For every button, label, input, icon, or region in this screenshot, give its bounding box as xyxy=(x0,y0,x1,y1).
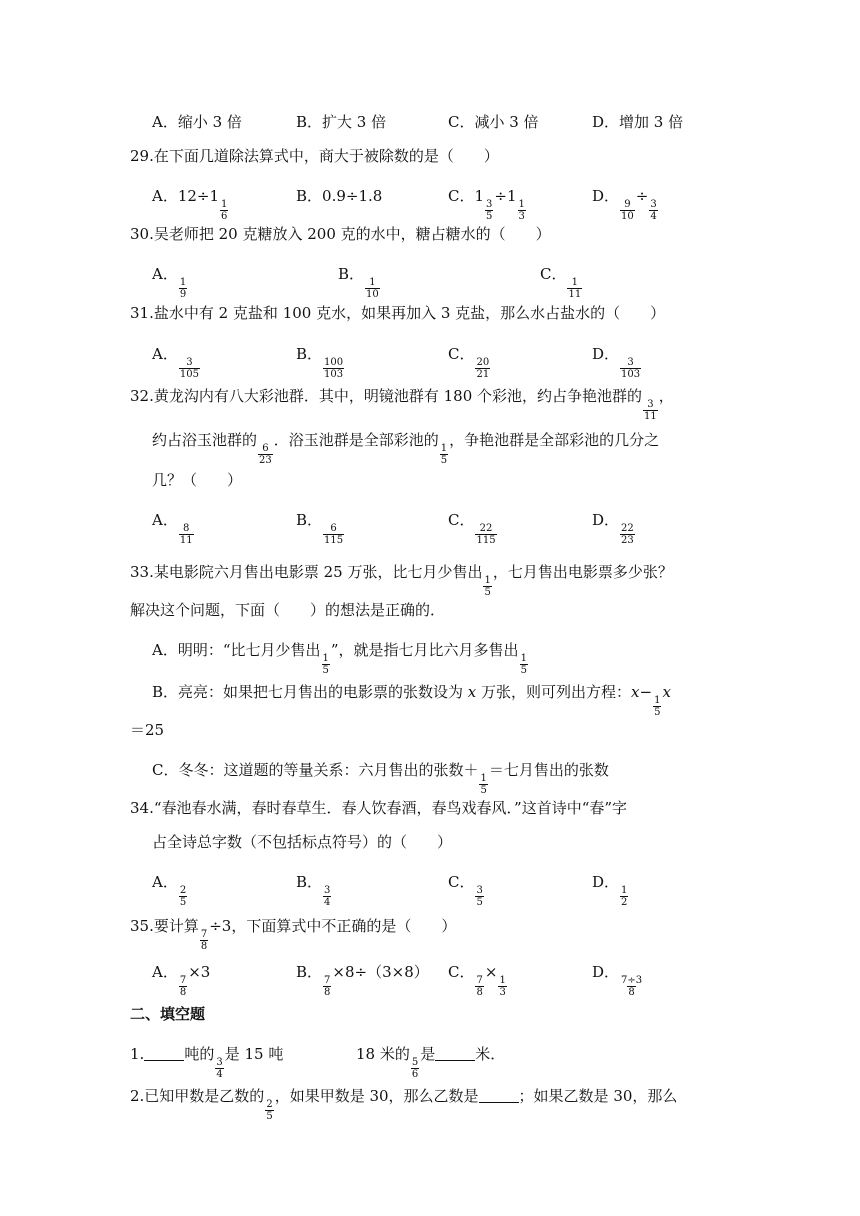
q35-option-b: B． $\frac{7}{8}$ ×8÷（3×8） xyxy=(296,963,429,998)
q30-option-c: C． $\frac{1}{11}$ xyxy=(540,265,582,300)
q35-option-a: A． $\frac{7}{8}$ ×3 xyxy=(152,963,211,998)
q32-stem-line2: 约占浴玉池群的 $\frac{6}{23}$ ．浴玉池群是全部彩池的 $\frac{1}{5}$ ，争艳池群是全部彩池的几分之 xyxy=(152,431,660,466)
q28-option-a: A．缩小 3 倍 xyxy=(152,113,242,131)
q34-stem-line1: 34.“春池春水满，春时春草生．春人饮春酒，春鸟戏春风．”这首诗中“春”字 xyxy=(130,799,628,817)
q31-option-c: C． $\frac{20}{21}$ xyxy=(448,345,490,380)
q31-option-b: B． $\frac{100}{103}$ xyxy=(296,345,344,380)
q30-option-a: A． $\frac{1}{9}$ xyxy=(152,265,187,300)
section-title-fill-in: 二、填空题 xyxy=(130,1005,206,1023)
q31-option-d: D． $\frac{3}{103}$ xyxy=(592,345,641,380)
q31-option-a: A． $\frac{3}{105}$ xyxy=(152,345,199,380)
q33-option-b-line1: B．亮亮：如果把七月售出的电影票的张数设为 x 万张，则可列出方程：x− $\frac{1}{5}$ x xyxy=(152,683,671,718)
q35-option-c: C． $\frac{7}{8}$ × $\frac{1}{3}$ xyxy=(448,963,506,998)
q29-option-d: D． $\frac{9}{10}$ ÷ $\frac{3}{4}$ xyxy=(592,187,657,222)
fill-question-2: 2.已知甲数是乙数的 $\frac{2}{5}$ ，如果甲数是 30，那么乙数是 ；如果乙数是 30，那么 xyxy=(130,1087,678,1122)
q29-option-a: A．12÷1 $\frac{1}{6}$ xyxy=(152,187,228,222)
q29-stem: 29.在下面几道除法算式中，商大于被除数的是（ ） xyxy=(130,147,499,165)
q30-option-b: B． $\frac{1}{10}$ xyxy=(338,265,379,300)
q31-stem: 31.盐水中有 2 克盐和 100 克水，如果再加入 3 克盐，那么水占盐水的（ ） xyxy=(130,304,666,322)
q32-option-d: D． $\frac{22}{23}$ xyxy=(592,511,634,546)
q32-option-b: B． $\frac{6}{115}$ xyxy=(296,511,344,546)
q35-option-d: D． $\frac{7\div 3}{8}$ xyxy=(592,963,643,998)
q34-option-a: A． $\frac{2}{5}$ xyxy=(152,873,187,908)
q33-stem-line1: 33.某电影院六月售出电影票 25 万张，比七月少售出 $\frac{1}{5}$ ，七月售出电影票多少张？ xyxy=(130,563,673,598)
answer-blank[interactable] xyxy=(479,1086,519,1103)
q34-option-b: B． $\frac{3}{4}$ xyxy=(296,873,331,908)
fill-question-1-part2: 18 米的 $\frac{5}{6}$ 是 米． xyxy=(356,1045,506,1080)
q33-option-c: C．冬冬：这道题的等量关系：六月售出的张数＋ $\frac{1}{5}$ ＝七月售出的张数 xyxy=(152,761,609,796)
q28-option-d: D．增加 3 倍 xyxy=(592,113,684,131)
q29-option-c: C．1 $\frac{3}{5}$ ÷1 $\frac{1}{3}$ xyxy=(448,187,525,222)
q28-option-b: B．扩大 3 倍 xyxy=(296,113,387,131)
q33-option-b-line2: ＝25 xyxy=(130,721,165,739)
q32-option-c: C． $\frac{22}{115}$ xyxy=(448,511,496,546)
q28-option-c: C．减小 3 倍 xyxy=(448,113,539,131)
q33-stem-line2: 解决这个问题，下面（ ）的想法是正确的． xyxy=(130,601,446,619)
q34-option-c: C． $\frac{3}{5}$ xyxy=(448,873,483,908)
q34-stem-line2: 占全诗总字数（不包括标点符号）的（ ） xyxy=(152,833,453,851)
q32-stem-line3: 几？（ ） xyxy=(152,471,243,489)
q35-stem: 35.要计算 $\frac{7}{8}$ ÷3，下面算式中不正确的是（ ） xyxy=(130,917,457,952)
q29-option-b: B．0.9÷1.8 xyxy=(296,187,383,205)
q34-option-d: D． $\frac{1}{2}$ xyxy=(592,873,628,908)
q32-stem-line1: 32.黄龙沟内有八大彩池群．其中，明镜池群有 180 个彩池，约占争艳池群的 $\frac{3}{11}$ ， xyxy=(130,387,674,422)
fill-question-1: 1. 吨的 $\frac{3}{4}$ 是 15 吨 xyxy=(130,1045,284,1080)
q33-option-a: A．明明：“比七月少售出 $\frac{1}{5}$ ”，就是指七月比六月多售出 $\frac{1}{5}$ xyxy=(152,641,527,676)
q32-option-a: A． $\frac{8}{11}$ xyxy=(152,511,193,546)
answer-blank[interactable] xyxy=(435,1044,475,1061)
q30-stem: 30.吴老师把 20 克糖放入 200 克的水中，糖占糖水的（ ） xyxy=(130,225,551,243)
answer-blank[interactable] xyxy=(144,1044,184,1061)
